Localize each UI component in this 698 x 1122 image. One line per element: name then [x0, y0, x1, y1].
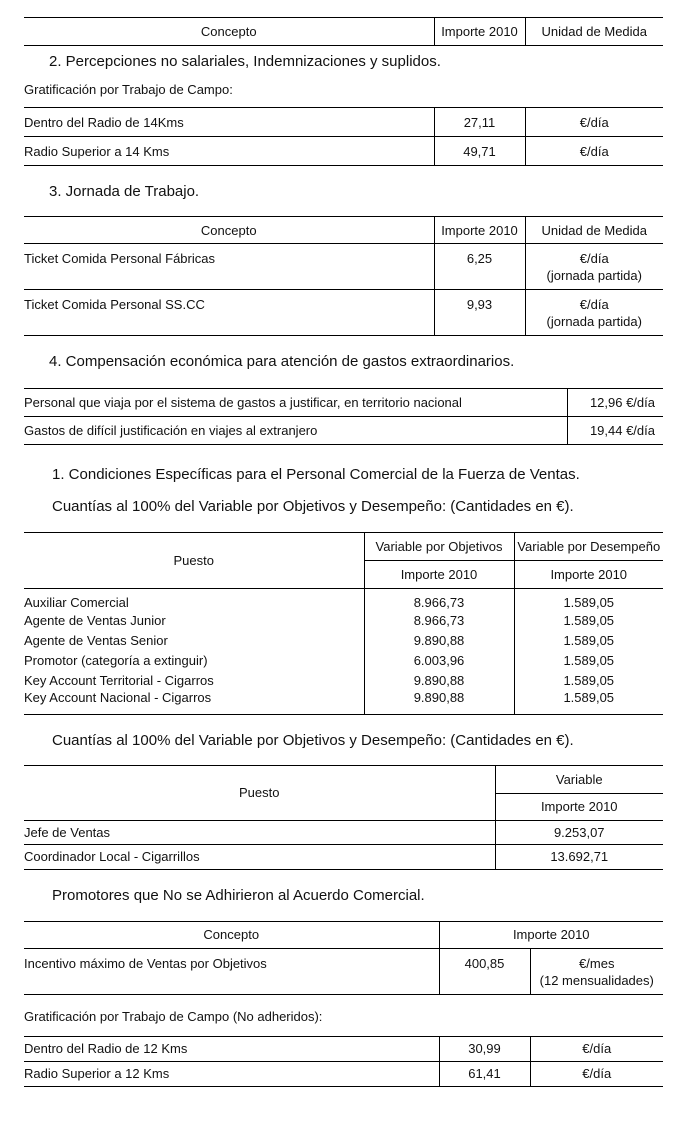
desempeno-cell: 1.589,05 — [514, 650, 663, 670]
header-importe: Importe 2010 — [434, 217, 525, 244]
header-variable-desempeno: Variable por Desempeño — [514, 533, 663, 561]
objetivos-cell: 8.966,73 — [364, 610, 514, 630]
objetivos-cell: 8.966,73 — [364, 589, 514, 611]
table-row — [24, 244, 663, 290]
table-row — [24, 589, 663, 611]
table-row — [24, 820, 663, 844]
header-concepto: Concepto — [200, 24, 257, 39]
unidad-cell: €/día — [525, 137, 663, 166]
puesto-cell: Key Account Nacional - Cigarros — [24, 690, 212, 705]
concepto-header-table — [24, 17, 663, 46]
importe-cell: 9,93 — [434, 290, 525, 336]
unidad-cell: €/día — [525, 108, 663, 137]
unidad-note: (jornada partida) — [546, 314, 642, 330]
document-page — [24, 16, 663, 1087]
section-3-heading: 3. Jornada de Trabajo. — [49, 183, 200, 200]
header-unidad: Unidad de Medida — [525, 18, 663, 46]
desempeno-cell: 1.589,05 — [514, 630, 663, 650]
puesto-cell: Coordinador Local - Cigarrillos — [24, 849, 200, 864]
unidad-cell: €/día — [530, 1036, 663, 1061]
table-row — [24, 389, 663, 417]
importe-cell: 12,96 €/día — [567, 389, 663, 417]
desempeno-cell: 1.589,05 — [514, 589, 663, 611]
header-unidad: Unidad de Medida — [525, 217, 663, 244]
header-importe: Importe 2010 — [495, 793, 663, 820]
importe-cell: 6,25 — [434, 244, 525, 290]
table-row — [24, 948, 663, 994]
table-row — [24, 137, 663, 166]
table-row — [24, 630, 663, 650]
header-concepto: Concepto — [200, 222, 257, 238]
unidad-cell — [530, 948, 663, 994]
importe-cell: 400,85 — [439, 948, 530, 994]
unidad-line: €/día — [579, 297, 609, 312]
concepto-cell: Dentro del Radio de 14Kms — [24, 114, 184, 130]
variable-objetivos-table — [24, 532, 663, 715]
table-row — [24, 1061, 663, 1086]
objetivos-cell: 9.890,88 — [364, 670, 514, 690]
header-importe-desempeno: Importe 2010 — [514, 561, 663, 589]
header-importe: Importe 2010 — [439, 921, 663, 948]
section-7-subheading: Promotores que No se Adhirieron al Acuerdo Comercial. — [52, 886, 425, 904]
puesto-cell: Jefe de Ventas — [24, 824, 111, 840]
unidad-line: €/día — [579, 251, 609, 266]
concepto-cell: Personal que viaja por el sistema de gastos a justificar, en territorio nacional — [24, 395, 462, 410]
puesto-cell: Key Account Territorial - Cigarros — [24, 672, 214, 688]
unidad-cell — [525, 244, 663, 290]
table-row — [24, 690, 663, 714]
section-4-heading: 4. Compensación económica para atención de gastos extraordinarios. — [49, 353, 515, 370]
importe-cell: 30,99 — [439, 1036, 530, 1061]
header-variable-objetivos: Variable por Objetivos — [364, 533, 514, 561]
table-row — [24, 290, 663, 336]
section-7-subheading-2: Gratificación por Trabajo de Campo (No adheridos): — [24, 1008, 323, 1024]
objetivos-cell: 9.890,88 — [364, 690, 514, 714]
table-row — [24, 1036, 663, 1061]
importe-cell: 27,11 — [434, 108, 525, 137]
desempeno-cell: 1.589,05 — [514, 690, 663, 714]
section-5-subheading: Cuantías al 100% del Variable por Objetivos y Desempeño: (Cantidades en €). — [52, 498, 574, 515]
section-5-heading: 1. Condiciones Específicas para el Personal Comercial de la Fuerza de Ventas. — [52, 466, 580, 483]
gratificacion-no-adheridos-table — [24, 1036, 663, 1087]
unidad-note: (12 mensualidades) — [539, 972, 654, 988]
jornada-table — [24, 216, 663, 336]
table-row — [24, 108, 663, 137]
concepto-cell: Gastos de difícil justificación en viajes al extranjero — [24, 423, 318, 438]
importe-cell: 19,44 €/día — [567, 417, 663, 445]
section-6-subheading: Cuantías al 100% del Variable por Objetivos y Desempeño: (Cantidades en €). — [52, 731, 574, 749]
concepto-cell: Dentro del Radio de 12 Kms — [24, 1041, 188, 1056]
puesto-cell: Agente de Ventas Senior — [24, 632, 168, 648]
importe-cell: 49,71 — [434, 137, 525, 166]
objetivos-cell: 9.890,88 — [364, 630, 514, 650]
header-puesto: Puesto — [24, 533, 364, 589]
unidad-note: (jornada partida) — [546, 268, 642, 284]
puesto-cell: Auxiliar Comercial — [24, 595, 129, 610]
jefe-ventas-table — [24, 765, 663, 870]
concepto-cell: Incentivo máximo de Ventas por Objetivos — [24, 955, 267, 971]
concepto-cell: Ticket Comida Personal SS.CC — [24, 297, 205, 312]
importe-cell: 13.692,71 — [495, 844, 663, 869]
table-row — [24, 650, 663, 670]
importe-cell: 9.253,07 — [495, 820, 663, 844]
unidad-cell: €/día — [530, 1061, 663, 1086]
concepto-cell: Radio Superior a 14 Kms — [24, 143, 170, 159]
section-2-heading: 2. Percepciones no salariales, Indemnizaciones y suplidos. — [49, 53, 441, 70]
unidad-line: €/mes — [579, 955, 615, 971]
importe-cell: 61,41 — [439, 1061, 530, 1086]
section-2-subheading: Gratificación por Trabajo de Campo: — [24, 82, 233, 97]
unidad-cell — [525, 290, 663, 336]
table-row — [24, 670, 663, 690]
promotores-table — [24, 921, 663, 995]
desempeno-cell: 1.589,05 — [514, 670, 663, 690]
puesto-cell: Agente de Ventas Junior — [24, 612, 166, 628]
header-puesto: Puesto — [24, 765, 495, 820]
header-importe: Importe 2010 — [434, 18, 525, 46]
gratificacion-table — [24, 107, 663, 166]
objetivos-cell: 6.003,96 — [364, 650, 514, 670]
gastos-table — [24, 388, 663, 445]
table-row — [24, 844, 663, 869]
header-importe-objetivos: Importe 2010 — [364, 561, 514, 589]
header-concepto: Concepto — [203, 927, 260, 942]
puesto-cell: Promotor (categoría a extinguir) — [24, 652, 208, 668]
concepto-cell: Radio Superior a 12 Kms — [24, 1066, 170, 1081]
desempeno-cell: 1.589,05 — [514, 610, 663, 630]
table-row — [24, 417, 663, 445]
table-row — [24, 610, 663, 630]
concepto-cell: Ticket Comida Personal Fábricas — [24, 251, 215, 266]
header-variable: Variable — [495, 765, 663, 793]
